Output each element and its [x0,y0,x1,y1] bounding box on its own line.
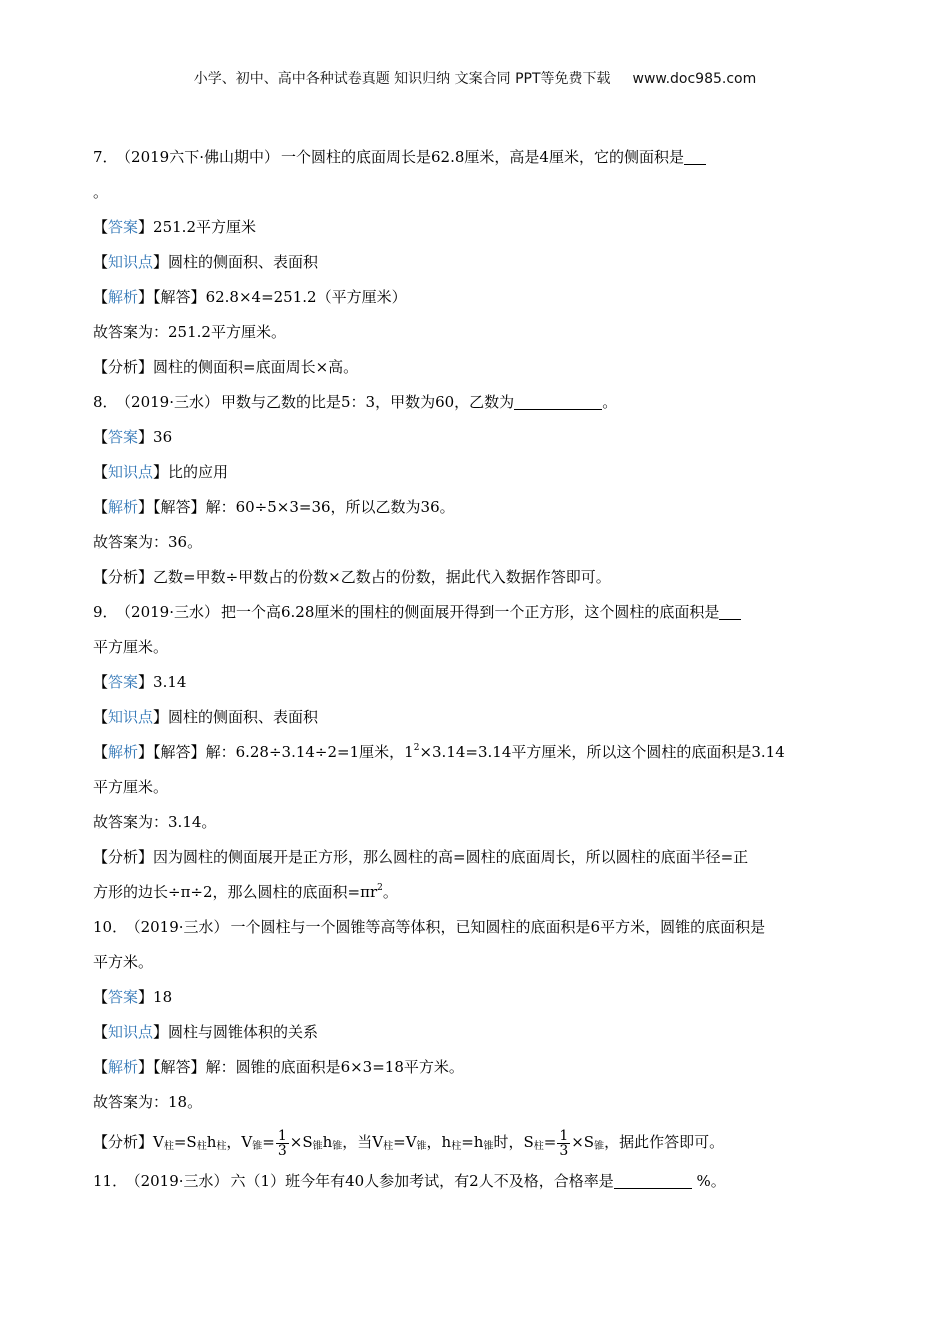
formula-h: h [206,1133,217,1151]
subscript: 柱 [196,1141,207,1152]
formula-eq: = [262,1133,275,1151]
subscript: 锥 [252,1141,263,1152]
final-answer-row [93,805,863,840]
question-source: （2019·三水） [123,393,219,411]
analysis-tag: 【解析】 [93,498,154,516]
solution-tag: 【解答】 [153,288,206,306]
answer-tag: 【答案】 [93,673,154,691]
answer-row [93,665,863,700]
question-9-tail [93,630,863,665]
final-answer-row [93,1085,863,1120]
question-stem: 六（1）班今年有40人参加考试，有2人不及格，合格率是 [230,1172,614,1190]
question-stem: 一个圆柱与一个圆锥等高等体积，已知圆柱的底面积是6平方米，圆锥的底面积是 [230,918,766,936]
subscript: 柱 [533,1141,544,1152]
question-9 [93,595,863,630]
answer-blank [614,1170,692,1189]
solution-row [93,490,863,525]
formula-comma: ， [426,1133,442,1151]
solution-text: 解：6.28÷3.14÷2=1厘米，1 [205,743,414,761]
knowledge-row [93,455,863,490]
formula-h: h [441,1133,452,1151]
formula-when: ，当V [342,1133,384,1151]
formula-eq: = [543,1133,557,1151]
solution-text: 解：圆锥的底面积是6×3=18平方米。 [205,1058,464,1076]
question-source: （2019·三水） [133,918,229,936]
answer-blank [514,391,602,410]
question-stem: 把一个高6.28厘米的围柱的侧面展开得到一个正方形，这个圆柱的底面积是 [221,603,720,621]
final-answer-row [93,315,863,350]
question-11 [93,1164,863,1199]
answer-tag: 【答案】 [93,218,154,236]
fenxi-tag: 【分析】 [93,1133,154,1151]
question-tail: 平方米。 [93,953,154,971]
knowledge-row [93,1015,863,1050]
question-number: 11． [93,1172,128,1190]
question-7 [93,140,863,175]
question-tail: %。 [691,1172,726,1190]
question-tail: 。 [602,393,618,411]
knowledge-tag: 【知识点】 [93,253,169,271]
formula-eq: =S [173,1133,197,1151]
solution-tag: 【解答】 [153,498,206,516]
subscript: 锥 [483,1141,494,1152]
analysis-text: 圆柱的侧面积=底面周长×高。 [153,358,359,376]
formula-v: V [241,1133,253,1151]
question-number: 10． [93,918,128,936]
analysis-formula-row [93,1120,863,1164]
analysis-text-end: 。 [382,883,398,901]
solution-row [93,1050,863,1085]
question-8 [93,385,863,420]
knowledge-tag: 【知识点】 [93,1023,169,1041]
knowledge-tag: 【知识点】 [93,463,169,481]
subscript: 锥 [594,1141,605,1152]
final-text: 3.14。 [168,813,217,831]
fraction: $\frac{1}{3}$ [559,1127,569,1159]
fraction: $\frac{1}{3}$ [277,1127,287,1159]
fenxi-tag: 【分析】 [93,568,154,586]
analysis-row [93,560,863,595]
knowledge-text: 比的应用 [168,463,229,481]
answer-blank [684,146,706,165]
analysis-text: 因为圆柱的侧面展开是正方形，那么圆柱的高=圆柱的底面周长，所以圆柱的底面半径=正 [153,848,749,866]
knowledge-text: 圆柱的侧面积、表面积 [168,708,319,726]
question-stem: 甲数与乙数的比是5：3，甲数为60，乙数为 [221,393,515,411]
final-text: 36。 [168,533,203,551]
answer-blank [719,601,741,620]
formula-v: V [153,1133,164,1151]
analysis-text-cont: 方形的边长÷π÷2，那么圆柱的底面积=πr [93,883,378,901]
analysis-tag: 【解析】 [93,743,154,761]
knowledge-tag: 【知识点】 [93,708,169,726]
formula-eq: =h [461,1133,484,1151]
answer-row [93,420,863,455]
superscript: 2 [413,743,420,753]
question-number: 8． [93,393,118,411]
subscript: 锥 [312,1141,323,1152]
knowledge-text: 圆柱与圆锥体积的关系 [168,1023,319,1041]
subscript: 柱 [451,1141,462,1152]
header-text: 小学、初中、高中各种试卷真题 知识归纳 文案合同 PPT等免费下载 [193,71,611,87]
fenxi-tag: 【分析】 [93,848,154,866]
page-header [0,68,950,88]
analysis-tag: 【解析】 [93,1058,154,1076]
solution-text-cont: ×3.14=3.14平方厘米，所以这个圆柱的底面积是3.14 [419,743,785,761]
subscript: 柱 [216,1141,227,1152]
document-body [93,140,863,1199]
solution-tag: 【解答】 [153,743,206,761]
analysis-text: 乙数=甲数÷甲数占的份数×乙数占的份数，据此代入数据作答即可。 [153,568,611,586]
subscript: 锥 [332,1141,343,1152]
subscript: 锥 [416,1141,427,1152]
formula-end: ，据此作答即可。 [604,1133,725,1151]
answer-text: 3.14 [153,673,187,691]
subscript: 柱 [383,1141,394,1152]
final-text: 18。 [168,1093,203,1111]
question-tail: 平方厘米。 [93,638,169,656]
question-10 [93,910,863,945]
final-label: 故答案为： [93,813,169,831]
answer-tag: 【答案】 [93,988,154,1006]
analysis-row [93,350,863,385]
analysis-row-cont [93,875,863,910]
formula-eq: =V [393,1133,417,1151]
analysis-row [93,840,863,875]
solution-tag: 【解答】 [153,1058,206,1076]
knowledge-row [93,700,863,735]
solution-row [93,735,863,770]
question-stem: 一个圆柱的底面周长是62.8厘米，高是4厘米，它的侧面积是 [281,148,684,166]
fenxi-tag: 【分析】 [93,358,154,376]
question-source: （2019六下·佛山期中） [123,148,279,166]
knowledge-row [93,245,863,280]
formula-times: ×S [571,1133,595,1151]
analysis-tag: 【解析】 [93,288,154,306]
answer-text: 36 [153,428,173,446]
question-source: （2019·三水） [133,1172,229,1190]
question-number: 9． [93,603,118,621]
solution-text: 解：60÷5×3=36，所以乙数为36。 [205,498,455,516]
formula-when: 时，S [493,1133,534,1151]
header-site: www.doc985.com [632,71,757,87]
question-10-tail [93,945,863,980]
subscript: 柱 [163,1141,174,1152]
superscript: 2 [377,883,383,893]
final-text: 251.2平方厘米。 [168,323,286,341]
final-answer-row [93,525,863,560]
final-label: 故答案为： [93,1093,169,1111]
solution-text-end: 平方厘米。 [93,778,169,796]
answer-row [93,980,863,1015]
question-number: 7． [93,148,118,166]
formula-times: ×S [289,1133,313,1151]
answer-row [93,210,863,245]
question-7-tail [93,175,863,210]
question-source: （2019·三水） [123,603,219,621]
knowledge-text: 圆柱的侧面积、表面积 [168,253,319,271]
question-tail: 。 [93,183,109,201]
final-label: 故答案为： [93,323,169,341]
formula-h: h [322,1133,333,1151]
solution-row-cont [93,770,863,805]
final-label: 故答案为： [93,533,169,551]
answer-text: 18 [153,988,173,1006]
solution-row [93,280,863,315]
answer-text: 251.2平方厘米 [153,218,256,236]
solution-text: 62.8×4=251.2（平方厘米） [205,288,407,306]
formula-comma: ， [226,1133,242,1151]
answer-tag: 【答案】 [93,428,154,446]
